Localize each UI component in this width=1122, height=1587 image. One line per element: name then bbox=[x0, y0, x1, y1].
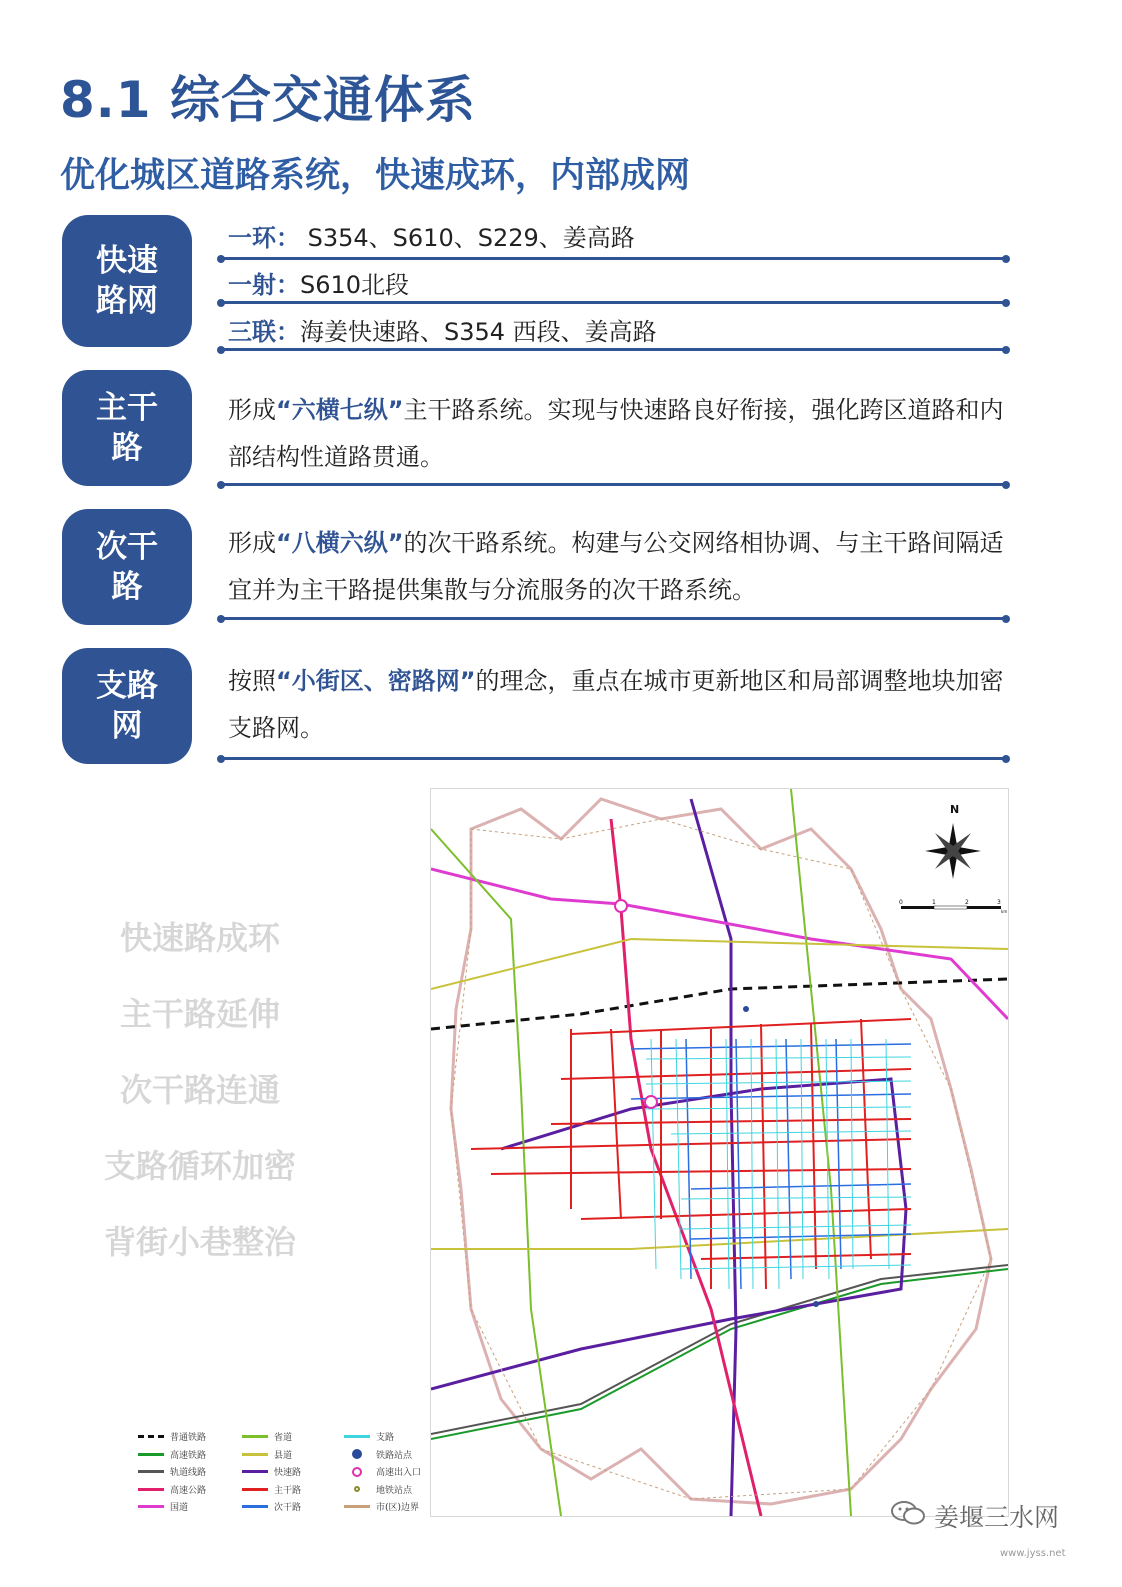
branch-pre: 按照 bbox=[228, 667, 276, 695]
secondary-text bbox=[228, 520, 1008, 614]
legend-item bbox=[242, 1483, 301, 1496]
badge-secondary-line1: 次干 bbox=[96, 529, 158, 565]
legend-swatch bbox=[344, 1467, 370, 1477]
legend-item bbox=[242, 1448, 292, 1461]
badge-branch bbox=[62, 648, 192, 764]
legend-label: 主干路 bbox=[274, 1485, 302, 1496]
side-point: 次干路连通 bbox=[119, 1071, 280, 1109]
legend-item bbox=[138, 1500, 188, 1513]
legend-swatch bbox=[344, 1435, 370, 1438]
side-point: 背街小巷整治 bbox=[103, 1223, 296, 1261]
legend-label: 县道 bbox=[274, 1450, 293, 1461]
badge-secondary-line2: 路 bbox=[111, 569, 143, 605]
scale-tick-2: 2 bbox=[965, 899, 969, 906]
legend-item bbox=[344, 1465, 421, 1478]
legend-label: 普通铁路 bbox=[170, 1433, 207, 1443]
wechat-icon bbox=[890, 1500, 926, 1532]
watermark-text: 姜堰三水网 bbox=[934, 1503, 1060, 1532]
legend-swatch bbox=[242, 1435, 268, 1438]
legend-swatch bbox=[242, 1488, 268, 1491]
legend-swatch bbox=[242, 1505, 268, 1508]
north-label: N bbox=[950, 803, 960, 816]
express-row-2-sep: ： bbox=[276, 271, 300, 299]
legend-swatch bbox=[138, 1435, 164, 1438]
arterial-text bbox=[228, 387, 1008, 481]
express-row-1-sep: ： bbox=[276, 224, 300, 252]
divider bbox=[220, 483, 1007, 486]
scale-bar bbox=[899, 899, 1007, 914]
badge-arterial bbox=[62, 370, 192, 486]
legend-item bbox=[344, 1500, 419, 1513]
legend-swatch bbox=[344, 1484, 370, 1494]
page-title: 8.1 综合交通体系 bbox=[60, 71, 476, 129]
branch-highlight: “小街区、密路网” bbox=[276, 667, 476, 695]
legend-label: 快速路 bbox=[274, 1468, 302, 1478]
legend-label: 高速铁路 bbox=[170, 1450, 207, 1461]
badge-arterial-line2: 路 bbox=[111, 430, 143, 466]
divider bbox=[220, 257, 1007, 260]
side-point: 快速路成环 bbox=[119, 919, 280, 957]
badge-secondary bbox=[62, 509, 192, 625]
scale-tick-0: 0 bbox=[899, 899, 903, 906]
legend-swatch bbox=[138, 1505, 164, 1508]
legend-item bbox=[138, 1483, 206, 1496]
express-row-1-label: 一环 bbox=[228, 224, 276, 252]
legend-swatch bbox=[344, 1505, 370, 1508]
legend-label: 铁路站点 bbox=[376, 1450, 413, 1461]
arterial-pre: 形成 bbox=[228, 396, 276, 424]
legend-label: 轨道线路 bbox=[170, 1468, 207, 1478]
national-road bbox=[431, 869, 1008, 1019]
badge-arterial-line1: 主干 bbox=[96, 390, 158, 426]
express-row-3-text: 海姜快速路、S354 西段、姜高路 bbox=[300, 318, 657, 346]
secondary-highlight: “八横六纵” bbox=[276, 529, 404, 557]
side-point: 主干路延伸 bbox=[119, 995, 280, 1033]
legend-label: 支路 bbox=[376, 1433, 395, 1443]
legend-label: 地铁站点 bbox=[376, 1485, 413, 1496]
legend-item bbox=[242, 1430, 292, 1443]
legend-swatch bbox=[242, 1453, 268, 1456]
legend-item bbox=[242, 1500, 301, 1513]
divider bbox=[220, 757, 1007, 760]
express-row-1-text: S354、S610、S229、姜高路 bbox=[307, 224, 635, 252]
arterial-highlight: “六横七纵” bbox=[276, 396, 404, 424]
high-speed-rail bbox=[431, 1269, 1008, 1439]
map-svg bbox=[431, 789, 1008, 1516]
legend-swatch bbox=[138, 1488, 164, 1491]
legend-item bbox=[242, 1465, 301, 1478]
badge-express-line1: 快速 bbox=[96, 243, 158, 279]
express-row-2-text: S610北段 bbox=[300, 271, 410, 299]
express-row-1 bbox=[228, 218, 635, 253]
legend-item bbox=[138, 1448, 206, 1461]
scale-tick-3: 3 bbox=[997, 899, 1001, 906]
provincial-road bbox=[791, 789, 851, 1516]
branch-post: 的理念，重点在城市更新地区和局部调整地块加密支路网。 bbox=[228, 667, 1004, 742]
legend-label: 次干路 bbox=[274, 1503, 302, 1513]
divider bbox=[220, 348, 1007, 351]
legend-label: 高速公路 bbox=[170, 1485, 207, 1496]
compass-icon bbox=[925, 823, 981, 879]
legend-item bbox=[344, 1483, 412, 1496]
divider bbox=[220, 617, 1007, 620]
road-network-map bbox=[430, 788, 1009, 1517]
page-subtitle: 优化城区道路系统，快速成环，内部成网 bbox=[60, 156, 691, 196]
legend-label: 国道 bbox=[170, 1503, 189, 1513]
arterial-post: 主干路系统。实现与快速路良好衔接，强化跨区道路和内部结构性道路贯通。 bbox=[228, 396, 1004, 471]
express-row-3-sep: ： bbox=[276, 318, 300, 346]
express-row-2 bbox=[228, 265, 409, 300]
secondary-pre: 形成 bbox=[228, 529, 276, 557]
legend-swatch bbox=[138, 1453, 164, 1456]
side-point: 支路循环加密 bbox=[103, 1147, 296, 1185]
legend-item bbox=[344, 1430, 394, 1443]
secondary-post: 的次干路系统。构建与公交网络相协调、与主干路间隔适宜并为主干路提供集散与分流服务的次干路系统。 bbox=[228, 529, 1004, 604]
county-road bbox=[431, 939, 1008, 989]
expressway bbox=[691, 799, 736, 1516]
scale-unit: km bbox=[1001, 909, 1008, 914]
express-row-2-label: 一射 bbox=[228, 271, 276, 299]
legend-label: 省道 bbox=[274, 1433, 293, 1443]
legend-label: 高速出入口 bbox=[376, 1468, 422, 1478]
branch-text bbox=[228, 658, 1008, 752]
legend-item bbox=[138, 1465, 206, 1478]
legend-swatch bbox=[344, 1449, 370, 1459]
legend-item bbox=[138, 1430, 206, 1443]
legend-swatch bbox=[138, 1470, 164, 1473]
highway-exit-icon bbox=[615, 900, 627, 912]
divider bbox=[220, 301, 1007, 304]
express-row-3 bbox=[228, 312, 657, 347]
scale-tick-1: 1 bbox=[932, 899, 936, 906]
rail-station-icon bbox=[813, 1301, 819, 1307]
badge-branch-line1: 支路 bbox=[96, 668, 158, 704]
express-row-3-label: 三联 bbox=[228, 318, 276, 346]
legend-item bbox=[344, 1448, 412, 1461]
watermark bbox=[890, 1498, 1059, 1534]
badge-express bbox=[62, 215, 192, 347]
rail-station-icon bbox=[743, 1006, 749, 1012]
highway-exit-icon bbox=[645, 1096, 657, 1108]
legend-swatch bbox=[242, 1470, 268, 1473]
watermark-url: www.jyss.net bbox=[1000, 1548, 1066, 1559]
legend-label: 市(区)边界 bbox=[376, 1503, 420, 1513]
badge-express-line2: 路网 bbox=[96, 283, 158, 319]
badge-branch-line2: 网 bbox=[111, 708, 143, 744]
